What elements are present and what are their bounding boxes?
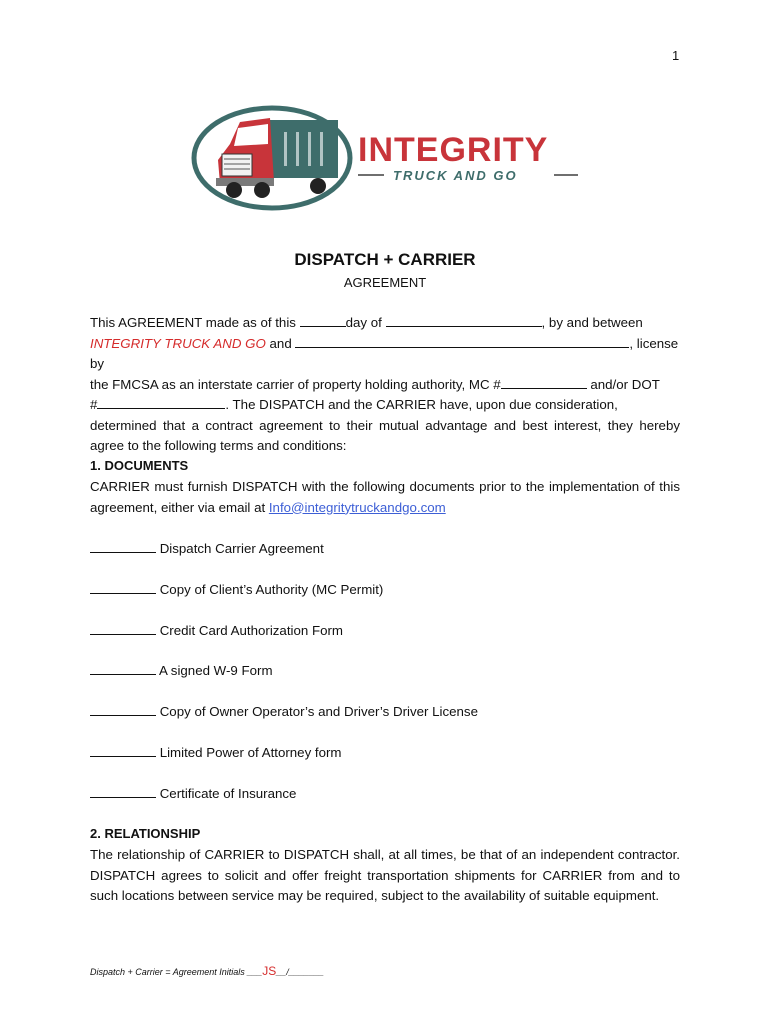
checklist-item: Copy of Client’s Authority (MC Permit)	[90, 581, 383, 597]
carrier-name-blank[interactable]	[295, 335, 629, 348]
checkbox-blank[interactable]	[90, 703, 156, 716]
checkbox-blank[interactable]	[90, 622, 156, 635]
checkbox-blank[interactable]	[90, 540, 156, 553]
checklist-item: Dispatch Carrier Agreement	[90, 540, 324, 556]
checkbox-blank[interactable]	[90, 662, 156, 675]
logo-brand: INTEGRITY	[358, 131, 549, 169]
day-blank[interactable]	[300, 314, 346, 327]
month-blank[interactable]	[386, 314, 542, 327]
mc-number-blank[interactable]	[501, 376, 587, 389]
checklist-item: A signed W-9 Form	[90, 662, 273, 678]
intro-line-1: This AGREEMENT made as of this day of , by and between	[90, 315, 643, 330]
section-2-text: The relationship of CARRIER to DISPATCH shall, at all times, be that of an independent contractor. DISPATCH agrees to solicit and offer freight transportation shipments for CARRIER from and to such locations between service may be required, subject to the availability of suitable equipment.	[90, 847, 680, 903]
email-link[interactable]: Info@integritytruckandgo.com	[268, 499, 446, 515]
checklist-item: Limited Power of Attorney form	[90, 744, 342, 760]
document-subtitle: AGREEMENT	[343, 275, 427, 290]
checklist-item: Certificate of Insurance	[90, 785, 296, 801]
checkbox-blank[interactable]	[90, 744, 156, 757]
checkbox-blank[interactable]	[90, 581, 156, 594]
dot-number-blank[interactable]	[97, 396, 225, 409]
section-1-heading: 1. DOCUMENTS	[90, 458, 189, 473]
checkbox-blank[interactable]	[90, 785, 156, 798]
document-title: DISPATCH + CARRIER	[294, 250, 476, 269]
checklist-item: Credit Card Authorization Form	[90, 622, 343, 638]
page-number: 1	[672, 48, 680, 63]
logo-tagline: TRUCK AND GO	[393, 168, 518, 183]
intro-rest: determined that a contract agreement to their mutual advantage and best interest, they hereby agree to the following terms and conditions:	[90, 417, 680, 453]
company-name: INTEGRITY TRUCK AND GO	[90, 335, 266, 351]
page-footer: Dispatch + Carrier = Agreement Initials ___JS__/_______	[90, 964, 324, 978]
intro-paragraph	[90, 313, 680, 457]
truck-icon	[216, 118, 338, 198]
intro-line-2: INTEGRITY TRUCK AND GO and , license by	[90, 335, 679, 371]
intro-line-4: # . The DISPATCH and the CARRIER have, upon due consideration,	[90, 397, 618, 412]
checklist-item: Copy of Owner Operator’s and Driver’s Driver License	[90, 703, 478, 719]
intro-line-3: the FMCSA as an interstate carrier of property holding authority, MC # and/or DOT	[90, 376, 660, 392]
company-logo	[190, 104, 590, 212]
section-1-text: CARRIER must furnish DISPATCH with the following documents prior to the implementation of this agreement, either via email at Info@integritytruckandgo.com	[90, 479, 680, 515]
initials-field[interactable]: JS	[262, 964, 277, 978]
section-2-heading: 2. RELATIONSHIP	[90, 826, 201, 841]
